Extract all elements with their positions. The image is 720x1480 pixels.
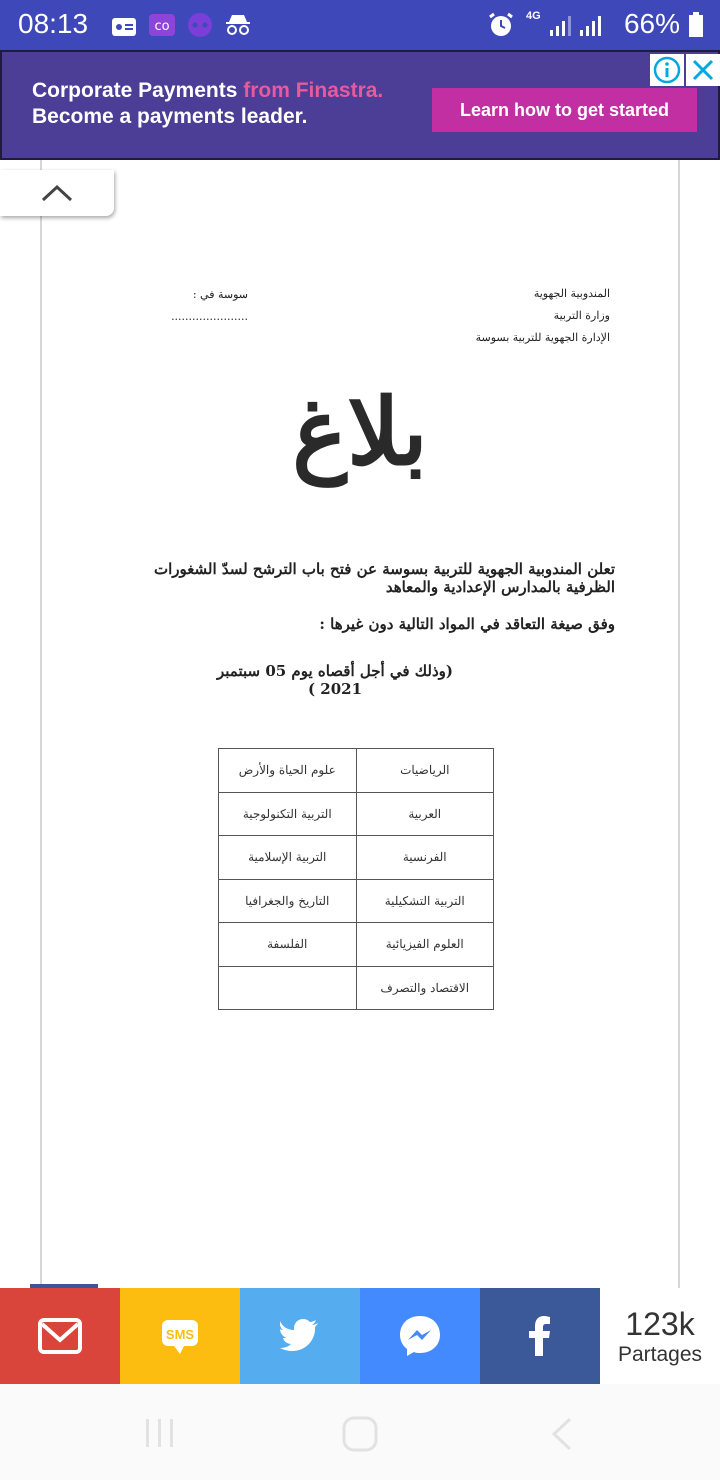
- incognito-icon: [224, 12, 252, 38]
- back-icon[interactable]: [548, 1416, 576, 1456]
- table-row: [219, 966, 494, 1010]
- letterhead-line: الإدارة الجهوية للتربية بسوسة: [475, 331, 610, 344]
- ad-headline: Corporate Payments from Finastra.: [32, 79, 384, 102]
- table-row: [219, 792, 494, 836]
- table-row: [219, 879, 494, 923]
- table-cell: علوم الحياة والأرض: [219, 749, 357, 793]
- document-paragraph: وفق صيغة التعاقد في المواد التالية دون غيرها :: [319, 615, 615, 633]
- battery-icon: [688, 12, 704, 38]
- share-email-button[interactable]: [0, 1288, 120, 1384]
- table-row: [219, 836, 494, 880]
- email-icon: [38, 1318, 82, 1354]
- table-cell: [219, 966, 357, 1010]
- letterhead-line: وزارة التربية: [553, 309, 610, 322]
- sms-icon: [160, 1316, 200, 1356]
- home-icon[interactable]: [340, 1416, 380, 1456]
- table-cell: التاريخ والجغرافيا: [219, 879, 357, 923]
- chevron-up-icon: [40, 183, 74, 203]
- document-date-line: سوسة في : ......................: [171, 288, 248, 323]
- svg-text:SMS: SMS: [165, 1327, 195, 1342]
- radio-icon: [110, 12, 138, 38]
- table-cell: الفلسفة: [219, 923, 357, 967]
- share-count-label: Partages: [617, 1342, 703, 1366]
- messenger-app-icon: [186, 12, 214, 38]
- table-cell: الفرنسية: [356, 836, 494, 880]
- document-title: بلاغ: [292, 378, 428, 486]
- share-bar: [0, 1288, 720, 1384]
- table-cell: التربية الإسلامية: [219, 836, 357, 880]
- recent-apps-icon[interactable]: [142, 1416, 178, 1454]
- network-type: 4G: [526, 10, 541, 22]
- share-sms-button[interactable]: [120, 1288, 240, 1384]
- table-cell: التربية التشكيلية: [356, 879, 494, 923]
- ad-info-icon[interactable]: [650, 54, 684, 86]
- ad-cta-button[interactable]: Learn how to get started: [432, 88, 697, 132]
- svg-text:co: co: [154, 19, 170, 34]
- alarm-icon: [487, 12, 515, 38]
- status-bar: [0, 0, 720, 50]
- document-letterhead: [470, 283, 610, 349]
- share-messenger-button[interactable]: [360, 1288, 480, 1384]
- twitter-icon: [280, 1319, 320, 1353]
- document-deadline: (وذلك في أجل أقصاه يوم 05 سبتمبر 2021 ): [216, 662, 453, 698]
- share-facebook-button[interactable]: [480, 1288, 600, 1384]
- document-paragraph: تعلن المندوبية الجهوية للتربية بسوسة عن فتح باب الترشح لسدّ الشغورات الظرفية بالمدارس الإعدادية والمعاهد: [154, 560, 615, 596]
- table-row: [219, 923, 494, 967]
- table-cell: الرياضيات: [356, 749, 494, 793]
- letterhead-line: المندوبية الجهوية: [533, 287, 610, 300]
- share-count: [600, 1288, 720, 1384]
- facebook-icon: [529, 1316, 551, 1356]
- ad-subline: Become a payments leader.: [32, 105, 308, 128]
- table-cell: التربية التكنولوجية: [219, 792, 357, 836]
- table-cell: الاقتصاد والتصرف: [356, 966, 494, 1010]
- collapse-ad-button[interactable]: [0, 170, 114, 216]
- ad-close-icon[interactable]: [686, 54, 720, 86]
- share-count-number: 123k: [625, 1305, 695, 1342]
- link-icon: [148, 12, 176, 38]
- table-cell: العربية: [356, 792, 494, 836]
- ad-banner[interactable]: [0, 50, 720, 160]
- table-cell: العلوم الفيزيائية: [356, 923, 494, 967]
- signal-icon: [548, 12, 608, 38]
- messenger-icon: [398, 1314, 442, 1358]
- share-twitter-button[interactable]: [240, 1288, 360, 1384]
- table-row: [219, 749, 494, 793]
- navigation-bar: [0, 1384, 720, 1480]
- battery-level: 66%: [623, 8, 680, 39]
- clock: 08:13: [18, 8, 89, 39]
- subjects-table: [218, 748, 494, 1010]
